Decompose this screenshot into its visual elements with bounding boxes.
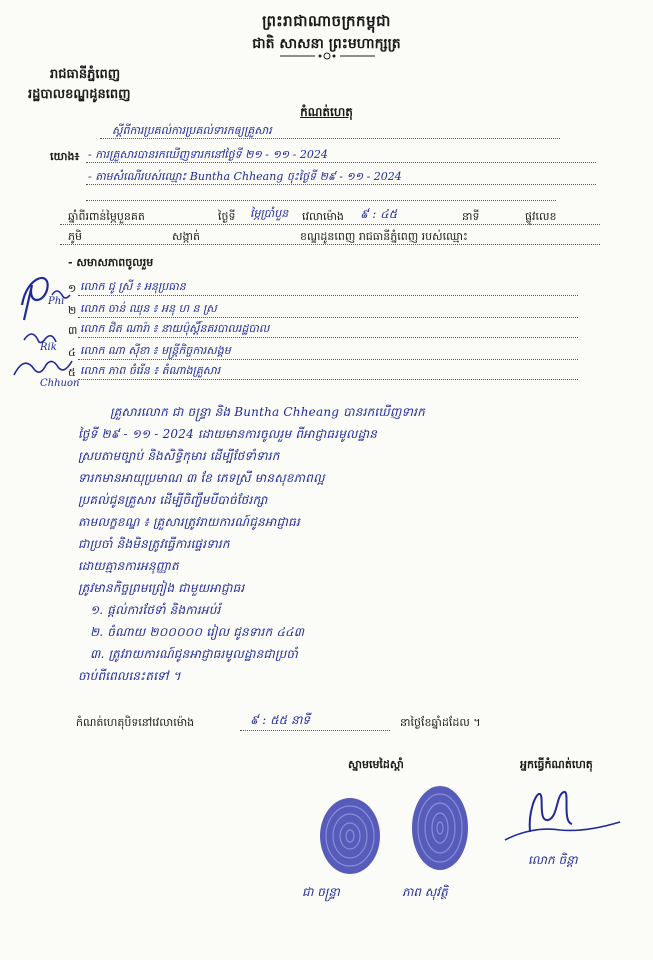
recorder-name: លោក ចិន្តា: [528, 853, 578, 867]
body-line: ជាប្រចាំ និងមិនត្រូវធ្វើការផ្ទេរទារក: [78, 537, 230, 551]
member-entry: លោក ភាព ចំរើន ៖ តំណាងគ្រួសារ: [80, 364, 221, 377]
motto-heading: ជាតិ សាសនា ព្រះមហាក្សត្រ: [252, 36, 401, 52]
thumbprint-name-1: ជា ចន្ទ្រា: [302, 885, 340, 899]
recorder-title: អ្នកធ្វើកំណត់ហេតុ: [520, 758, 593, 771]
member-number: ៣: [68, 324, 78, 337]
thumbprint-name-2: ភាព សុវត្ថិ: [402, 885, 448, 899]
district-text: ខណ្ឌដូនពេញ រាជធានីភ្នំពេញ របស់ឈ្មោះ: [300, 230, 468, 243]
closing-dots: [240, 730, 390, 731]
member-entry: លោក ចាន់ ឈុន ៖ អនុ ហ ន ស្រ: [80, 302, 217, 315]
member-dots: [78, 295, 578, 296]
body-line: តាមលក្ខខណ្ឌ ៖ គ្រួសារត្រូវរាយការណ៍ជូនអាជ្ញាធរ: [78, 515, 300, 529]
margin-sig-2: Rik: [40, 342, 57, 353]
reference-dots-3: [86, 200, 556, 201]
body-line: ត្រូវមានកិច្ចព្រមព្រៀង ជាមួយអាជ្ញាធរ: [78, 581, 245, 595]
closing-tail: នាថ្ងៃខែឆ្នាំដដែល ។: [400, 716, 481, 729]
document-title: កំណត់ហេតុ: [300, 105, 353, 119]
body-line: ដោយគ្មានការអនុញ្ញាត: [78, 559, 179, 573]
recorder-signature: [500, 782, 630, 852]
thumbprint-left-icon: [310, 790, 390, 880]
margin-signatures: [12, 265, 82, 390]
closing-text: កំណត់ហេតុបិទនៅវេលាម៉ោង: [76, 716, 195, 729]
day-label: ថ្ងៃទី: [218, 210, 236, 223]
location-dots: [60, 244, 600, 245]
org-line-1: រាជធានីភ្នំពេញ: [50, 67, 121, 82]
org-line-2: រដ្ឋបាលខណ្ឌដូនពេញ: [28, 87, 131, 102]
member-number: ២: [68, 304, 77, 317]
subject-dots: [100, 138, 560, 139]
day-value: ម្ភៃប្រាំបួន: [250, 207, 289, 220]
body-line: គ្រួសារលោក ជា ចន្ទ្រា និង Buntha Chheang បានរកឃើញទារក: [110, 405, 425, 419]
body-line: ប្រគល់ជូនគ្រួសារ ដើម្បីចិញ្ចឹមបីបាច់ថែរក្សា: [78, 493, 268, 507]
body-line: ២. ចំណាយ ២០០០០០ រៀល ជូនទារក ៤៤៣: [90, 625, 305, 639]
member-dots: [78, 317, 578, 318]
year-label: ឆ្នាំពីរពាន់ម្ភៃបួនគត: [68, 210, 145, 223]
time-label: វេលាម៉ោង: [302, 210, 344, 223]
margin-sig-3: Chhuon: [40, 378, 80, 389]
member-number: ៤: [68, 346, 76, 359]
member-entry: លោក ណា ស៊ីខា ៖ មន្ត្រីកិច្ចការសង្គម: [80, 344, 231, 357]
body-line: ស្របតាមច្បាប់ និងសិទ្ធិកុមារ ដើម្បីថែទាំទារក: [78, 449, 280, 463]
member-number: ១: [68, 282, 77, 295]
body-line: ៣. ត្រូវរាយការណ៍ជូនអាជ្ញាធរមូលដ្ឋានជាប្រចាំ: [90, 647, 299, 661]
member-dots: [78, 337, 578, 338]
reference-dots-2: [86, 184, 596, 185]
member-entry: លោក ជូ ស្រី ៖ អនុប្រធាន: [80, 280, 186, 293]
member-number: ៥: [68, 366, 76, 379]
margin-sig-1: Phi: [48, 296, 65, 307]
body-line: ទារកមានអាយុប្រមាណ ៣ ខែ ភេទស្រី មានសុខភាពល្អ: [78, 471, 325, 485]
member-dots: [78, 379, 578, 380]
members-label: - សមាសភាពចូលរួម: [68, 256, 154, 269]
body-line: ថ្ងៃទី ២៩ - ១១ - 2024 ដោយមានការចូលរួម ពីអាជ្ញាធរមូលដ្ឋាន: [78, 427, 378, 441]
closing-time: ៩ : ៥៥ នាទី: [250, 713, 311, 727]
body-line: ១. ផ្តល់ការថែទាំ និងការអប់រំ: [90, 603, 221, 617]
street-label: ផ្លូវលេខ: [525, 210, 557, 223]
reference-label: យោង៖: [50, 150, 80, 163]
thumbprint-title: ស្នាមមេដៃស្តាំ: [348, 758, 404, 771]
date-dots: [60, 224, 600, 225]
kingdom-heading: ព្រះរាជាណាចក្រកម្ពុជា: [262, 12, 391, 30]
commune-label: សង្កាត់: [172, 230, 200, 243]
ornament-divider-icon: [280, 52, 375, 60]
subject-line: ស្តីពីការប្រគល់ការប្រគល់ទារកឲ្យគ្រួសារ: [112, 124, 272, 137]
member-entry: លោក ជិត ណារ៉ា ៖ នាយប៉ុស្តិ៍នគរបាលរដ្ឋបាល: [80, 322, 270, 335]
thumbprint-right-icon: [404, 776, 476, 876]
body-line: ចាប់ពីពេលនេះតទៅ ។: [78, 669, 181, 683]
village-label: ភូមិ: [68, 230, 82, 243]
minute-label: នាទី: [462, 210, 480, 223]
time-value: ៩ : ៤៥: [360, 207, 398, 221]
member-dots: [78, 359, 578, 360]
reference-dots-1: [86, 162, 596, 163]
reference-line-1: - ការគ្រួសារបានរកឃើញទារកនៅថ្ងៃទី ២១ - ១១ - 2024: [88, 148, 328, 161]
reference-line-2: - តាមសំណើរបស់ឈ្មោះ Buntha Chheang ចុះថ្ងៃទី ២៩ - ១១ - 2024: [88, 170, 402, 183]
